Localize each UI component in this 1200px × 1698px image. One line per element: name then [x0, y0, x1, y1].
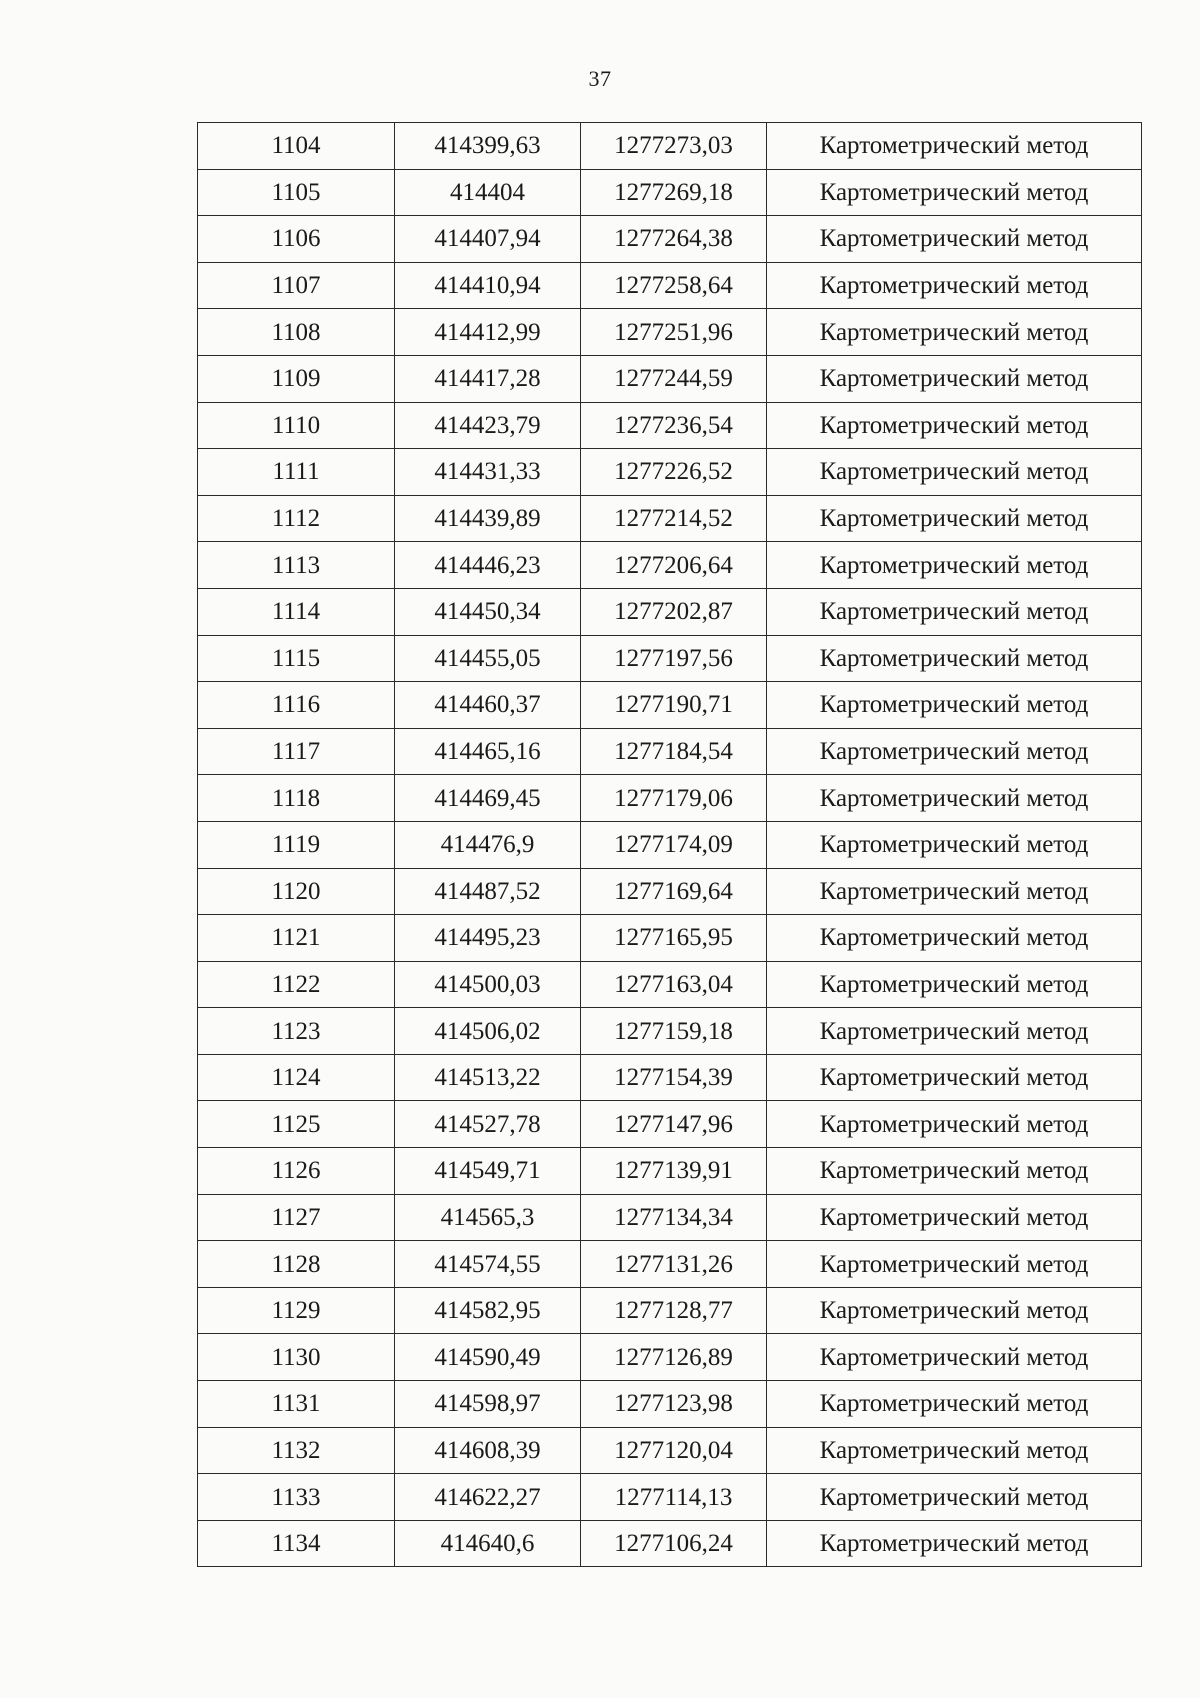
point-number-cell: 1126 [198, 1148, 395, 1195]
x-coordinate-cell: 414574,55 [395, 1241, 581, 1288]
x-coordinate-cell: 414469,45 [395, 775, 581, 822]
table-row [198, 728, 1142, 775]
point-number-cell: 1114 [198, 588, 395, 635]
method-cell: Картометрический метод [767, 449, 1142, 496]
method-cell: Картометрический метод [767, 1474, 1142, 1521]
method-cell: Картометрический метод [767, 1427, 1142, 1474]
point-number-cell: 1127 [198, 1194, 395, 1241]
point-number-cell: 1115 [198, 635, 395, 682]
method-cell: Картометрический метод [767, 262, 1142, 309]
x-coordinate-cell: 414500,03 [395, 961, 581, 1008]
y-coordinate-cell: 1277106,24 [581, 1520, 767, 1567]
x-coordinate-cell: 414412,99 [395, 309, 581, 356]
method-cell: Картометрический метод [767, 355, 1142, 402]
method-cell: Картометрический метод [767, 1008, 1142, 1055]
point-number-cell: 1118 [198, 775, 395, 822]
method-cell: Картометрический метод [767, 495, 1142, 542]
method-cell: Картометрический метод [767, 728, 1142, 775]
table-row [198, 821, 1142, 868]
point-number-cell: 1105 [198, 169, 395, 216]
table-row [198, 1520, 1142, 1567]
y-coordinate-cell: 1277126,89 [581, 1334, 767, 1381]
table-row [198, 355, 1142, 402]
method-cell: Картометрический метод [767, 1241, 1142, 1288]
method-cell: Картометрический метод [767, 821, 1142, 868]
point-number-cell: 1131 [198, 1381, 395, 1428]
y-coordinate-cell: 1277258,64 [581, 262, 767, 309]
coordinates-table [197, 122, 1142, 1567]
coordinates-table-container [197, 122, 1141, 1567]
point-number-cell: 1119 [198, 821, 395, 868]
y-coordinate-cell: 1277147,96 [581, 1101, 767, 1148]
x-coordinate-cell: 414640,6 [395, 1520, 581, 1567]
table-row [198, 682, 1142, 729]
method-cell: Картометрический метод [767, 915, 1142, 962]
table-row [198, 1474, 1142, 1521]
y-coordinate-cell: 1277165,95 [581, 915, 767, 962]
x-coordinate-cell: 414527,78 [395, 1101, 581, 1148]
x-coordinate-cell: 414549,71 [395, 1148, 581, 1195]
x-coordinate-cell: 414404 [395, 169, 581, 216]
y-coordinate-cell: 1277226,52 [581, 449, 767, 496]
x-coordinate-cell: 414455,05 [395, 635, 581, 682]
table-row [198, 542, 1142, 589]
y-coordinate-cell: 1277190,71 [581, 682, 767, 729]
x-coordinate-cell: 414450,34 [395, 588, 581, 635]
method-cell: Картометрический метод [767, 868, 1142, 915]
x-coordinate-cell: 414476,9 [395, 821, 581, 868]
table-row [198, 449, 1142, 496]
table-row [198, 1008, 1142, 1055]
table-row [198, 216, 1142, 263]
point-number-cell: 1134 [198, 1520, 395, 1567]
x-coordinate-cell: 414582,95 [395, 1287, 581, 1334]
x-coordinate-cell: 414622,27 [395, 1474, 581, 1521]
coordinates-table-body [198, 123, 1142, 1567]
table-row [198, 169, 1142, 216]
method-cell: Картометрический метод [767, 588, 1142, 635]
method-cell: Картометрический метод [767, 1287, 1142, 1334]
table-row [198, 588, 1142, 635]
method-cell: Картометрический метод [767, 961, 1142, 1008]
point-number-cell: 1104 [198, 123, 395, 170]
table-row [198, 635, 1142, 682]
y-coordinate-cell: 1277273,03 [581, 123, 767, 170]
table-row [198, 1241, 1142, 1288]
y-coordinate-cell: 1277134,34 [581, 1194, 767, 1241]
point-number-cell: 1107 [198, 262, 395, 309]
x-coordinate-cell: 414446,23 [395, 542, 581, 589]
y-coordinate-cell: 1277264,38 [581, 216, 767, 263]
y-coordinate-cell: 1277206,64 [581, 542, 767, 589]
table-row [198, 1334, 1142, 1381]
y-coordinate-cell: 1277131,26 [581, 1241, 767, 1288]
point-number-cell: 1133 [198, 1474, 395, 1521]
page-number: 37 [588, 66, 612, 91]
table-row [198, 961, 1142, 1008]
x-coordinate-cell: 414495,23 [395, 915, 581, 962]
x-coordinate-cell: 414407,94 [395, 216, 581, 263]
y-coordinate-cell: 1277236,54 [581, 402, 767, 449]
x-coordinate-cell: 414565,3 [395, 1194, 581, 1241]
table-row [198, 123, 1142, 170]
point-number-cell: 1117 [198, 728, 395, 775]
point-number-cell: 1110 [198, 402, 395, 449]
x-coordinate-cell: 414417,28 [395, 355, 581, 402]
method-cell: Картометрический метод [767, 1520, 1142, 1567]
method-cell: Картометрический метод [767, 682, 1142, 729]
table-row [198, 915, 1142, 962]
table-row [198, 1194, 1142, 1241]
x-coordinate-cell: 414465,16 [395, 728, 581, 775]
table-row [198, 1101, 1142, 1148]
x-coordinate-cell: 414506,02 [395, 1008, 581, 1055]
method-cell: Картометрический метод [767, 635, 1142, 682]
point-number-cell: 1124 [198, 1054, 395, 1101]
y-coordinate-cell: 1277120,04 [581, 1427, 767, 1474]
y-coordinate-cell: 1277202,87 [581, 588, 767, 635]
x-coordinate-cell: 414439,89 [395, 495, 581, 542]
method-cell: Картометрический метод [767, 1148, 1142, 1195]
point-number-cell: 1109 [198, 355, 395, 402]
point-number-cell: 1113 [198, 542, 395, 589]
method-cell: Картометрический метод [767, 1334, 1142, 1381]
x-coordinate-cell: 414460,37 [395, 682, 581, 729]
y-coordinate-cell: 1277197,56 [581, 635, 767, 682]
point-number-cell: 1106 [198, 216, 395, 263]
method-cell: Картометрический метод [767, 123, 1142, 170]
y-coordinate-cell: 1277128,77 [581, 1287, 767, 1334]
table-row [198, 1287, 1142, 1334]
y-coordinate-cell: 1277163,04 [581, 961, 767, 1008]
point-number-cell: 1122 [198, 961, 395, 1008]
y-coordinate-cell: 1277184,54 [581, 728, 767, 775]
point-number-cell: 1125 [198, 1101, 395, 1148]
method-cell: Картометрический метод [767, 402, 1142, 449]
point-number-cell: 1129 [198, 1287, 395, 1334]
x-coordinate-cell: 414513,22 [395, 1054, 581, 1101]
point-number-cell: 1121 [198, 915, 395, 962]
x-coordinate-cell: 414423,79 [395, 402, 581, 449]
y-coordinate-cell: 1277214,52 [581, 495, 767, 542]
y-coordinate-cell: 1277154,39 [581, 1054, 767, 1101]
table-row [198, 1427, 1142, 1474]
y-coordinate-cell: 1277139,91 [581, 1148, 767, 1195]
method-cell: Картометрический метод [767, 1194, 1142, 1241]
table-row [198, 868, 1142, 915]
table-row [198, 262, 1142, 309]
point-number-cell: 1112 [198, 495, 395, 542]
y-coordinate-cell: 1277269,18 [581, 169, 767, 216]
method-cell: Картометрический метод [767, 1101, 1142, 1148]
point-number-cell: 1108 [198, 309, 395, 356]
y-coordinate-cell: 1277244,59 [581, 355, 767, 402]
table-row [198, 1148, 1142, 1195]
method-cell: Картометрический метод [767, 775, 1142, 822]
table-row [198, 309, 1142, 356]
table-row [198, 495, 1142, 542]
table-row [198, 402, 1142, 449]
point-number-cell: 1130 [198, 1334, 395, 1381]
y-coordinate-cell: 1277114,13 [581, 1474, 767, 1521]
x-coordinate-cell: 414399,63 [395, 123, 581, 170]
point-number-cell: 1132 [198, 1427, 395, 1474]
x-coordinate-cell: 414590,49 [395, 1334, 581, 1381]
x-coordinate-cell: 414487,52 [395, 868, 581, 915]
y-coordinate-cell: 1277174,09 [581, 821, 767, 868]
point-number-cell: 1116 [198, 682, 395, 729]
x-coordinate-cell: 414410,94 [395, 262, 581, 309]
point-number-cell: 1120 [198, 868, 395, 915]
table-row [198, 1054, 1142, 1101]
y-coordinate-cell: 1277123,98 [581, 1381, 767, 1428]
y-coordinate-cell: 1277179,06 [581, 775, 767, 822]
y-coordinate-cell: 1277159,18 [581, 1008, 767, 1055]
method-cell: Картометрический метод [767, 216, 1142, 263]
method-cell: Картометрический метод [767, 542, 1142, 589]
method-cell: Картометрический метод [767, 1381, 1142, 1428]
point-number-cell: 1123 [198, 1008, 395, 1055]
x-coordinate-cell: 414608,39 [395, 1427, 581, 1474]
x-coordinate-cell: 414598,97 [395, 1381, 581, 1428]
table-row [198, 1381, 1142, 1428]
point-number-cell: 1111 [198, 449, 395, 496]
y-coordinate-cell: 1277251,96 [581, 309, 767, 356]
table-row [198, 775, 1142, 822]
point-number-cell: 1128 [198, 1241, 395, 1288]
method-cell: Картометрический метод [767, 1054, 1142, 1101]
x-coordinate-cell: 414431,33 [395, 449, 581, 496]
y-coordinate-cell: 1277169,64 [581, 868, 767, 915]
method-cell: Картометрический метод [767, 309, 1142, 356]
method-cell: Картометрический метод [767, 169, 1142, 216]
